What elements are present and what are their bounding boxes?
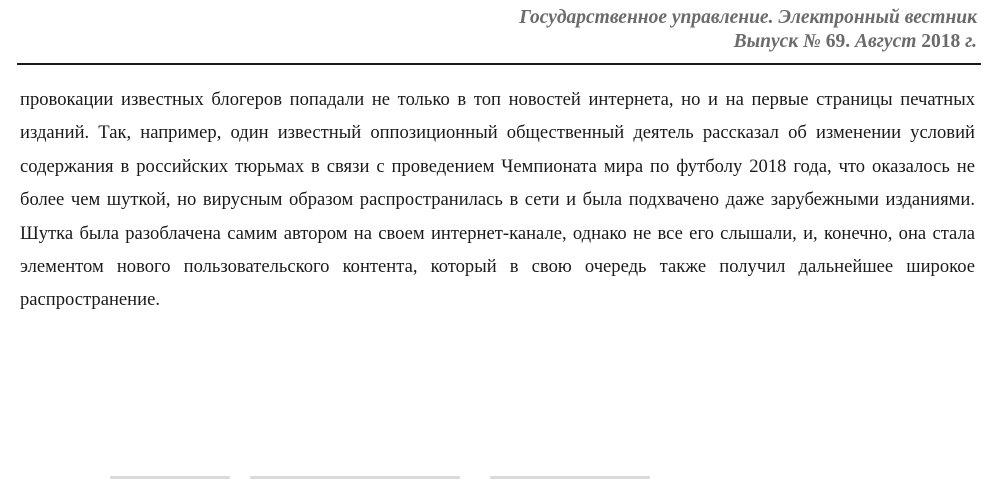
cut-off-fragment bbox=[490, 476, 650, 479]
running-header bbox=[519, 6, 977, 54]
issue-month: Август bbox=[850, 31, 922, 52]
article-body bbox=[20, 83, 975, 317]
journal-title: Государственное управление. Электронный вестник bbox=[519, 7, 977, 28]
issue-suffix: г. bbox=[960, 31, 977, 52]
cut-off-fragment bbox=[250, 476, 460, 479]
cut-off-fragment bbox=[110, 476, 230, 479]
header-divider bbox=[17, 63, 981, 65]
article-paragraph: провокации известных блогеров попадали не только в топ новостей интернета, но и на первые страницы печатных изданий. Так, например, один известный оппозиционный общественный деятель рассказал об изменении условий содержания в российских тюрьмах в связи с проведением Чемпионата мира по футболу 2018 года, что оказалось не более чем шуткой, но вирусным образом распространилась в сети и была подхвачено даже зарубежными изданиями. Шутка была разоблачена самим автором на своем интернет-канале, однако не все его слышали, и, конечно, она стала элементом нового пользовательского контента, который в свою очередь также получил дальнейшее широкое распространение. bbox=[20, 89, 975, 311]
cut-off-next-line bbox=[20, 470, 975, 484]
issue-prefix: Выпуск № bbox=[733, 31, 826, 52]
issue-number: 69. bbox=[825, 31, 851, 52]
issue-line bbox=[519, 30, 977, 54]
issue-year: 2018 bbox=[921, 31, 961, 52]
